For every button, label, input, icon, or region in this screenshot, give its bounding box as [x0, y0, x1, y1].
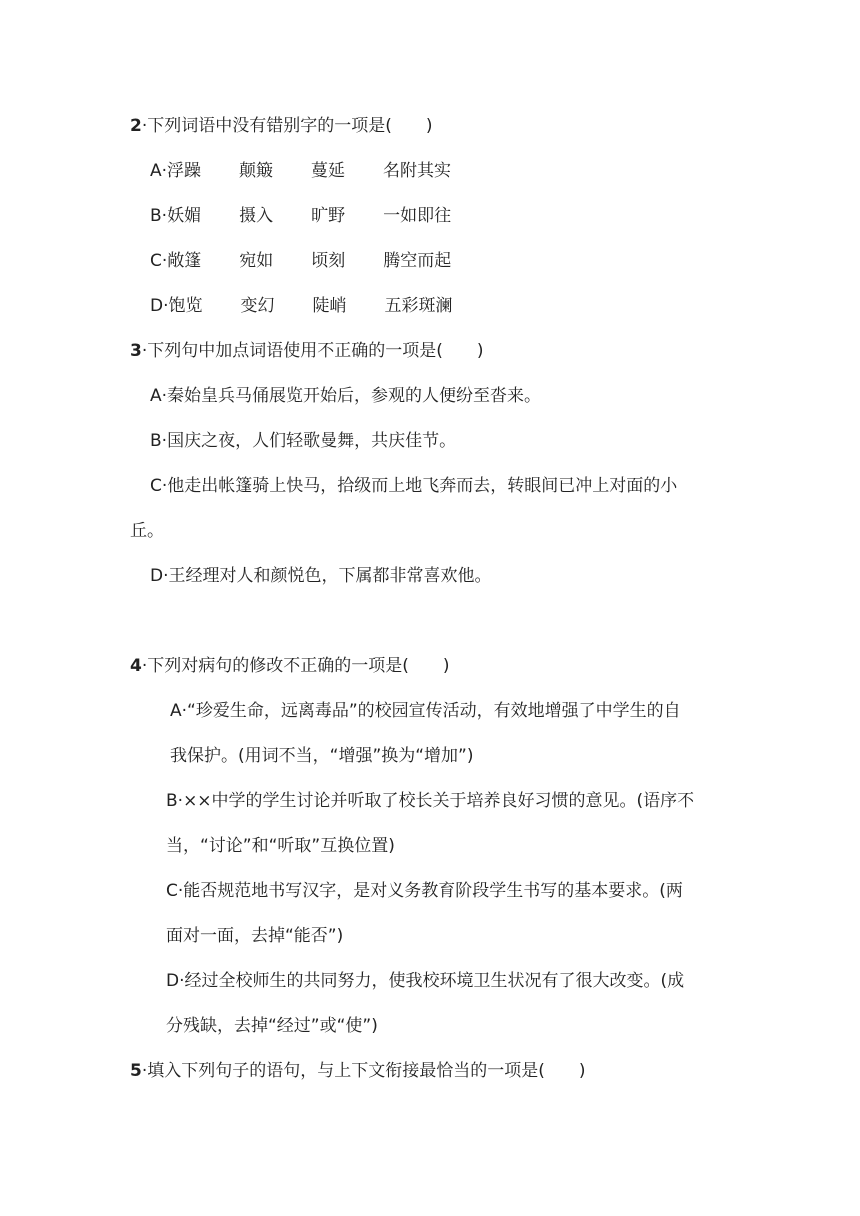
question-5-stem: [130, 1059, 586, 1083]
option-word: 变幻: [240, 296, 275, 316]
question-number: 3: [130, 341, 142, 361]
option-word: 宛如: [239, 251, 274, 271]
question-text: ·下列对病句的修改不正确的一项是( ): [141, 656, 450, 676]
question-number: 2: [130, 116, 142, 136]
option-word: 妖媚: [167, 206, 202, 226]
question-3-stem: [130, 339, 484, 363]
option-word: 敞篷: [167, 251, 202, 271]
option-label: A·: [150, 161, 168, 181]
q3-option-b: B·国庆之夜，人们轻歌曼舞，共庆佳节。: [150, 431, 457, 451]
option-label: D·: [150, 296, 169, 316]
question-4-stem: [130, 654, 450, 678]
question-text: ·填入下列句子的语句，与上下文衔接最恰当的一项是( ): [141, 1061, 586, 1081]
q4-option-c-line2: 面对一面，去掉“能否”): [166, 926, 344, 946]
q4-option-d-line1: D·经过全校师生的共同努力，使我校环境卫生状况有了很大改变。(成: [166, 971, 685, 991]
option-word: 浮躁: [167, 161, 202, 181]
option-label: B·: [150, 206, 168, 226]
q2-option-c: [150, 249, 451, 273]
q3-option-c-line1: C·他走出帐篷骑上快马，拾级而上地飞奔而去，转眼间已冲上对面的小: [150, 476, 678, 496]
q4-option-b-line1: B·××中学的学生讨论并听取了校长关于培养良好习惯的意见。(语序不: [166, 791, 695, 811]
q4-option-a-line2: 我保护。(用词不当，“增强”换为“增加”): [170, 746, 474, 766]
option-word: 顷刻: [311, 251, 346, 271]
option-label: C·: [150, 251, 168, 271]
q2-option-a: [150, 159, 451, 183]
q3-option-a: A·秦始皇兵马俑展览开始后，参观的人便纷至沓来。: [150, 386, 542, 406]
question-number: 4: [130, 656, 142, 676]
option-word: 腾空而起: [383, 251, 452, 271]
option-word: 颠簸: [239, 161, 274, 181]
q4-option-b-line2: 当，“讨论”和“听取”互换位置): [166, 836, 395, 856]
option-word: 名附其实: [383, 161, 452, 181]
option-word: 陡峭: [312, 296, 347, 316]
option-word: 饱览: [168, 296, 203, 316]
q4-option-d-line2: 分残缺，去掉“经过”或“使”): [166, 1016, 378, 1036]
q3-option-d: D·王经理对人和颜悦色，下属都非常喜欢他。: [150, 566, 492, 586]
question-text: ·下列句中加点词语使用不正确的一项是( ): [141, 341, 484, 361]
option-word: 旷野: [311, 206, 346, 226]
option-word: 摄入: [239, 206, 274, 226]
q2-option-d: [150, 294, 453, 318]
q3-option-c-line2: 丘。: [130, 521, 164, 541]
question-2-stem: [130, 114, 433, 138]
option-word: 一如即往: [383, 206, 452, 226]
q2-option-b: [150, 204, 451, 228]
option-word: 五彩斑澜: [384, 296, 453, 316]
option-word: 蔓延: [311, 161, 346, 181]
q4-option-c-line1: C·能否规范地书写汉字，是对义务教育阶段学生书写的基本要求。(两: [166, 881, 683, 901]
question-number: 5: [130, 1061, 142, 1081]
question-text: ·下列词语中没有错别字的一项是( ): [141, 116, 433, 136]
q4-option-a-line1: A·“珍爱生命，远离毒品”的校园宣传活动，有效地增强了中学生的自: [170, 701, 681, 721]
